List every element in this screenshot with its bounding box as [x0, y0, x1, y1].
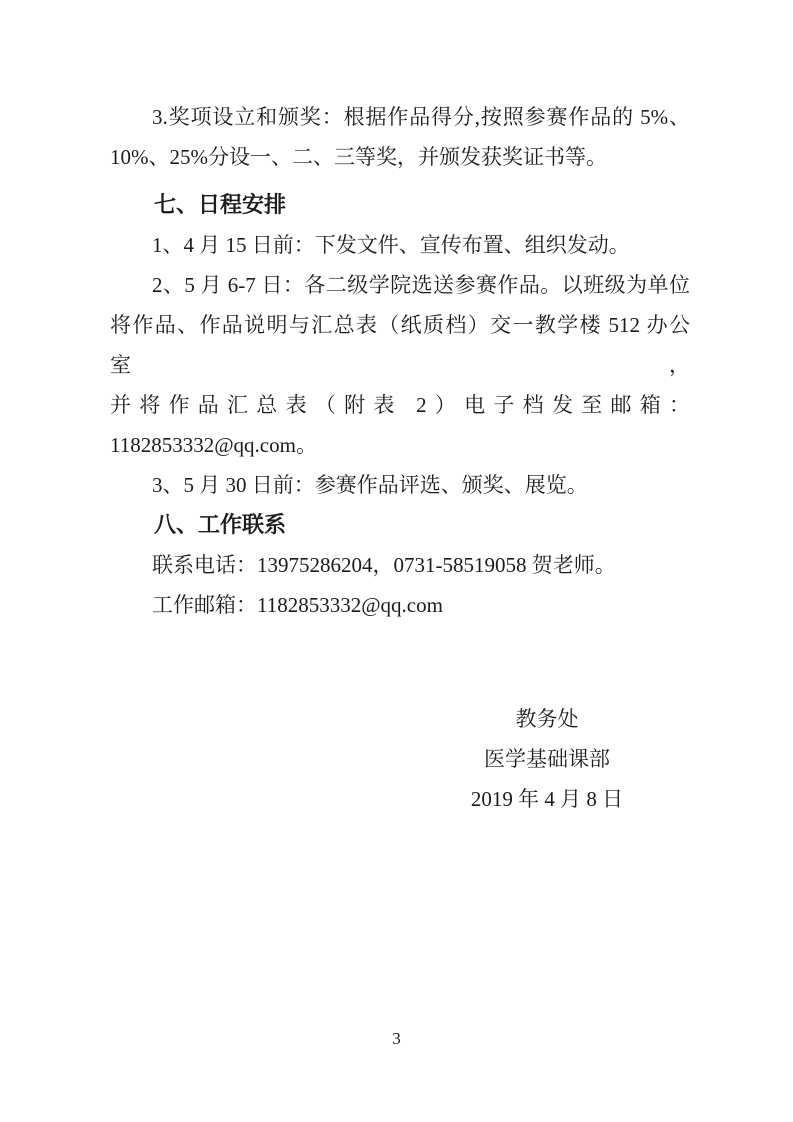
signature-date: 2019 年 4 月 8 日 [470, 787, 624, 811]
awards-paragraph-line2: 10%、25%分设一、二、三等奖，并颁发获奖证书等。 [110, 145, 607, 169]
signature-department-2: 医学基础课部 [484, 747, 610, 771]
section7-item2-line1: 2、5 月 6-7 日：各二级学院选送参赛作品。以班级为单位 [152, 273, 690, 297]
awards-paragraph-line1: 3.奖项设立和颁奖：根据作品得分,按照参赛作品的 5%、 [152, 105, 690, 129]
section7-heading: 七、日程安排 [154, 192, 287, 217]
signature-department-1: 教务处 [515, 707, 579, 731]
section7-item3: 3、5 月 30 日前：参赛作品评选、颁奖、展览。 [152, 473, 588, 497]
signature-block [397, 699, 697, 819]
contact-email-line: 工作邮箱：1182853332@qq.com [152, 593, 443, 617]
section8-heading: 八、工作联系 [154, 512, 287, 537]
section7-item1: 1、4 月 15 日前：下发文件、宣传布置、组织发动。 [152, 233, 630, 257]
page-number: 3 [392, 1029, 401, 1048]
contact-phone-line: 联系电话：13975286204，0731-58519058 贺老师。 [152, 553, 616, 577]
section7-item2-line3: 并将作品汇总表（附表 2）电子档发至邮箱： [110, 393, 690, 417]
section7-item2-email: 1182853332@qq.com。 [110, 433, 317, 457]
document-body [110, 97, 690, 819]
section7-item2-line2: 将作品、作品说明与汇总表（纸质档）交一教学楼 512 办公室， [110, 313, 690, 377]
